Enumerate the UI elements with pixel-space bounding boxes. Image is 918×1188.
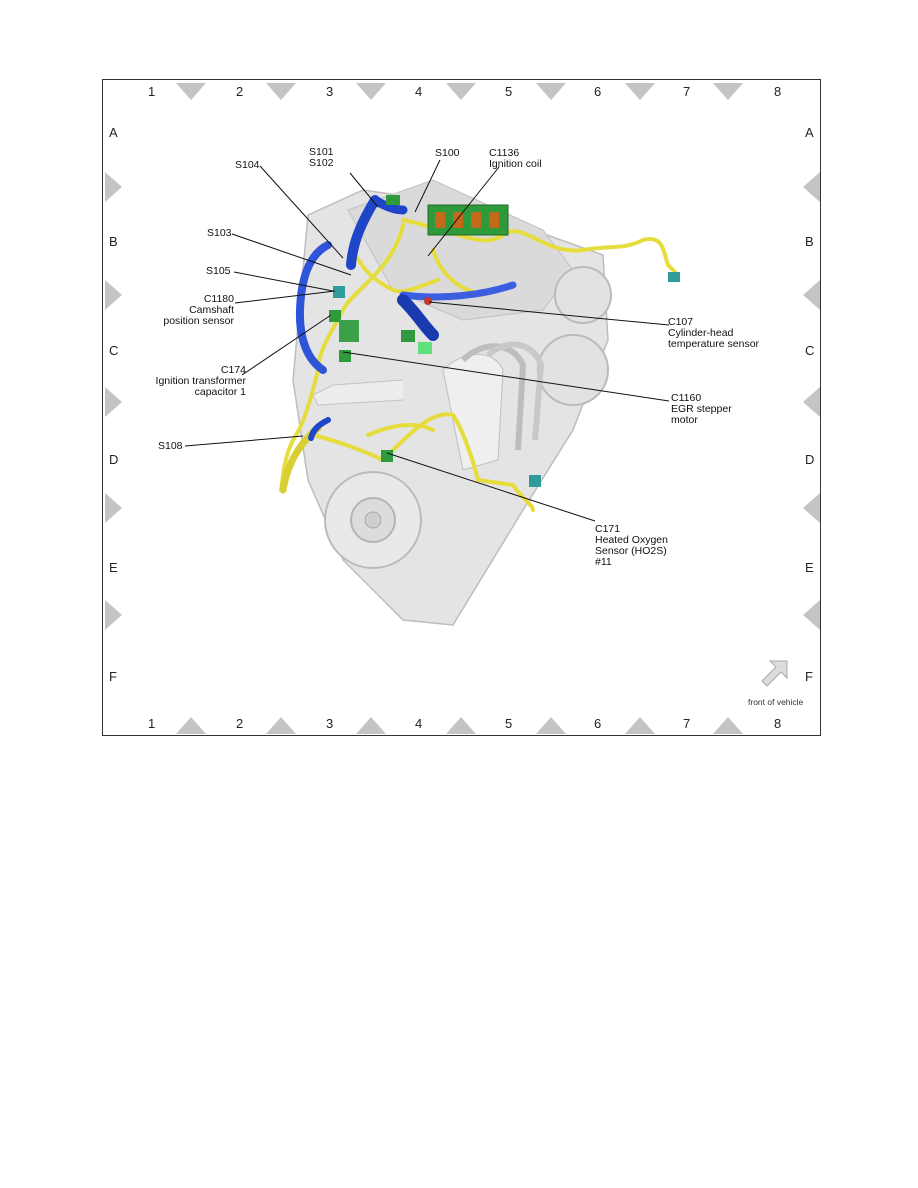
grid-row-label: D [109, 452, 119, 467]
callout-s104: S104 [235, 159, 260, 171]
grid-row-label: F [805, 669, 813, 684]
grid-column-label: 1 [148, 84, 156, 99]
grid-row-label: B [109, 234, 118, 249]
grid-column-label: 2 [236, 716, 244, 731]
callout-c1180: C1180 Camshaft position sensor [163, 293, 234, 327]
grid-column-label: 8 [774, 716, 782, 731]
grid-column-label: 1 [148, 716, 156, 731]
grid-column-label: 7 [683, 716, 691, 731]
callout-c171: C171 Heated Oxygen Sensor (HO2S) #11 [595, 523, 668, 568]
diagram-frame [102, 79, 821, 736]
callout-c174: C174 Ignition transformer capacitor 1 [155, 364, 246, 398]
front-of-vehicle-label: front of vehicle [748, 697, 804, 707]
callout-s103: S103 [207, 227, 232, 239]
grid-column-label: 5 [505, 84, 513, 99]
callout-c107: C107 Cylinder-head temperature sensor [668, 316, 760, 350]
grid-row-label: A [109, 125, 118, 140]
grid-row-label: E [109, 560, 118, 575]
callout-s108: S108 [158, 440, 183, 452]
grid-column-label: 5 [505, 716, 513, 731]
grid-row-label: B [805, 234, 814, 249]
grid-row-label: D [805, 452, 815, 467]
grid-row-label: F [109, 669, 117, 684]
grid-column-label: 3 [326, 716, 334, 731]
grid-column-label: 7 [683, 84, 691, 99]
grid-row-label: C [805, 343, 815, 358]
grid-column-label: 2 [236, 84, 244, 99]
grid-column-label: 8 [774, 84, 782, 99]
grid-row-label: E [805, 560, 814, 575]
callout-s105: S105 [206, 265, 231, 277]
grid-column-label: 3 [326, 84, 334, 99]
callout-s101-s102: S101 S102 [309, 146, 334, 169]
callout-c1136: C1136 Ignition coil [489, 147, 542, 170]
grid-column-label: 6 [594, 84, 602, 99]
grid-column-label: 4 [415, 84, 423, 99]
callout-c1160: C1160 EGR stepper motor [671, 392, 732, 426]
grid-row-label: A [805, 125, 814, 140]
grid-row-label: C [109, 343, 119, 358]
engine-illustration [293, 180, 611, 625]
grid-column-label: 4 [415, 716, 423, 731]
grid-column-label: 6 [594, 716, 602, 731]
arrow-up-right-icon [757, 658, 791, 692]
callout-s100: S100 [435, 147, 460, 159]
